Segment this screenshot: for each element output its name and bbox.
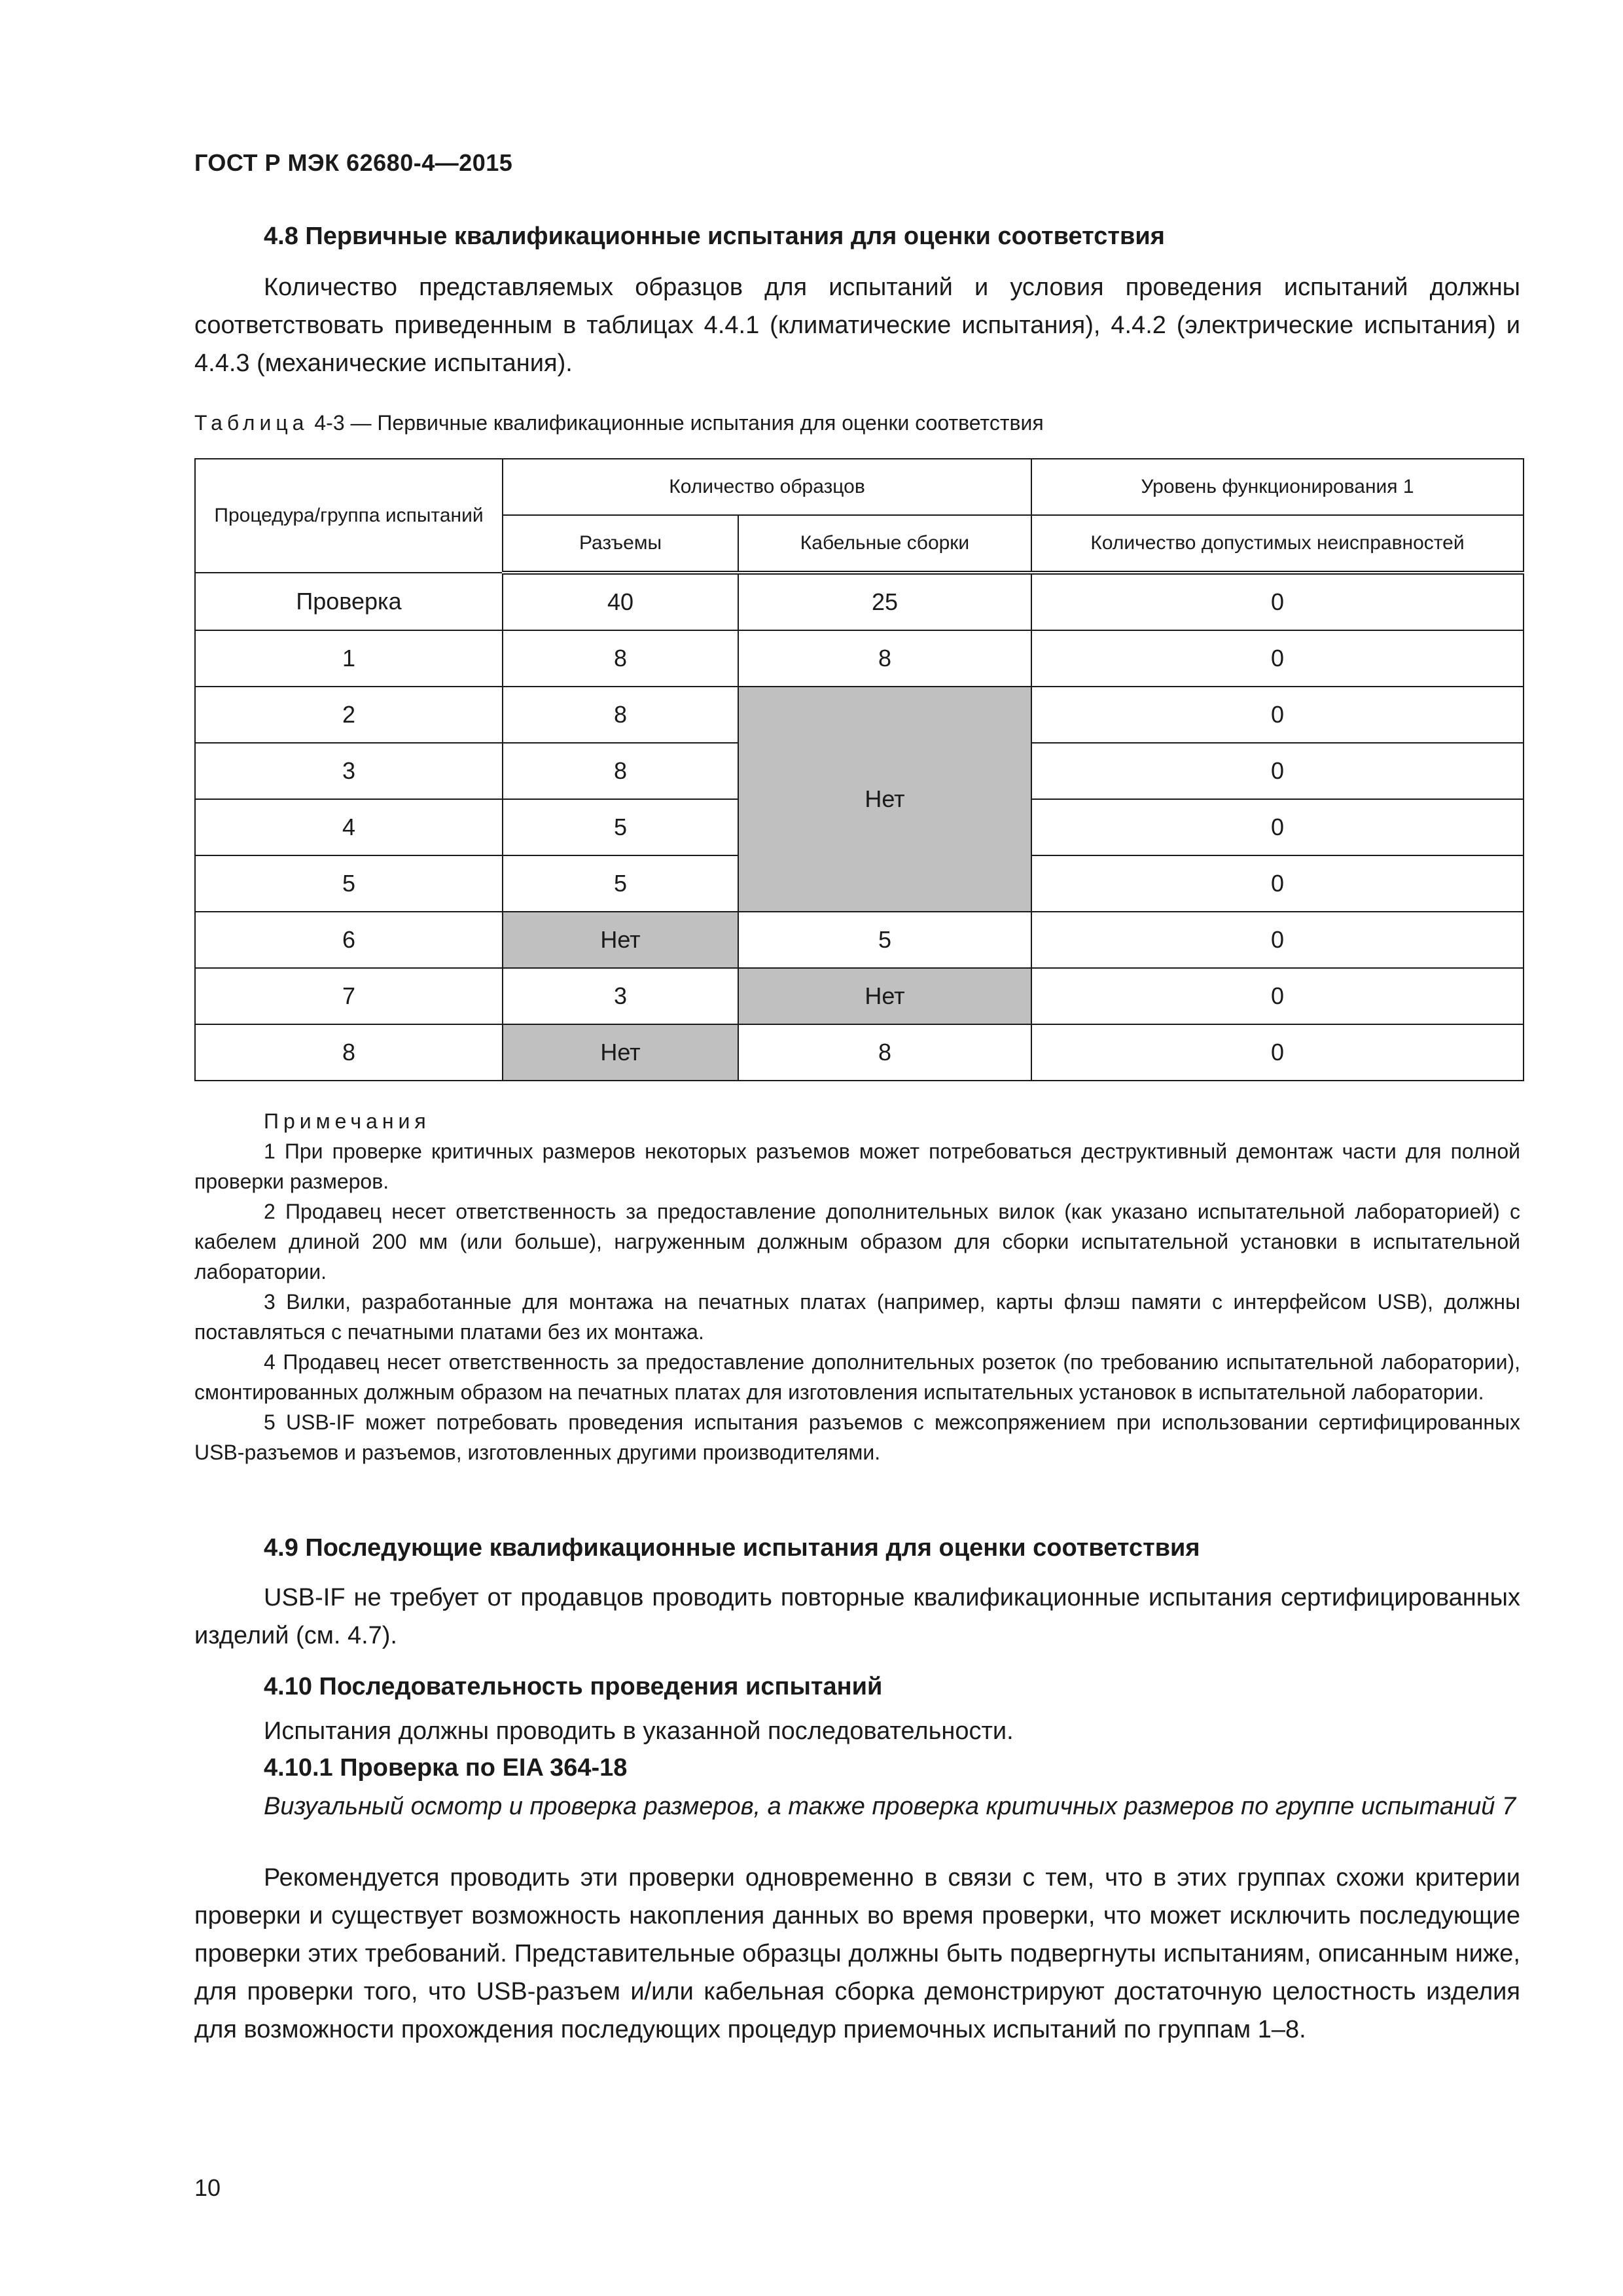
cell-faults: 0: [1031, 1024, 1524, 1081]
table-row: [195, 630, 1524, 687]
section-4-10-paragraph: Испытания должны проводить в указанной последовательности.: [264, 1717, 1014, 1745]
section-4-10-1-heading: 4.10.1 Проверка по EIA 364-18: [264, 1754, 628, 1782]
standard-header: ГОСТ Р МЭК 62680-4—2015: [194, 149, 513, 176]
cell-procedure: 8: [195, 1024, 503, 1081]
cell-connectors: 5: [503, 799, 738, 855]
header-cable-assemblies: Кабельные сборки: [738, 515, 1031, 573]
cell-procedure: 2: [195, 687, 503, 743]
table-row: [195, 912, 1524, 968]
section-4-8-heading: 4.8 Первичные квалификационные испытания для оценки соответствия: [264, 223, 1165, 250]
cell-connectors: 40: [503, 573, 738, 630]
header-allowed-faults: Количество допустимых неисправностей: [1031, 515, 1524, 573]
table-caption: [194, 411, 1044, 435]
cell-procedure: 3: [195, 743, 503, 799]
note-item: 5 USB-IF может потребовать проведения испытания разъемов с межсопряжением при использовании сертифицированных USB-разъемов и разъемов, изготовленных другими производителями.: [194, 1410, 1520, 1464]
table-row: [195, 968, 1524, 1024]
note-item: 1 При проверке критичных размеров некоторых разъемов может потребоваться деструктивный демонтаж части для полной проверки размеров.: [194, 1139, 1520, 1193]
table-row: [195, 573, 1524, 630]
header-functional-level: Уровень функционирования 1: [1031, 459, 1524, 515]
cell-connectors: 3: [503, 968, 738, 1024]
section-4-8-paragraph: Количество представляемых образцов для испытаний и условия проведения испытаний должны соответствовать приведенным в таблицах 4.4.1 (климатические испытания), 4.4.2 (электрические испытания) и 4.4.3 (механические испытания).: [194, 274, 1520, 377]
cell-faults: 0: [1031, 799, 1524, 855]
header-sample-count: Количество образцов: [503, 459, 1031, 515]
cell-faults: 0: [1031, 743, 1524, 799]
cell-procedure: 6: [195, 912, 503, 968]
cell-cables-none-merged: Нет: [738, 687, 1031, 912]
table-caption-text: 4-3 — Первичные квалификационные испытания для оценки соответствия: [314, 411, 1044, 435]
section-4-9-heading: 4.9 Последующие квалификационные испытания для оценки соответствия: [264, 1534, 1200, 1562]
cell-cables: 8: [738, 630, 1031, 687]
cell-connectors: 8: [503, 630, 738, 687]
notes-label: Примечания: [264, 1109, 431, 1133]
cell-faults: 0: [1031, 912, 1524, 968]
cell-connectors: 8: [503, 743, 738, 799]
section-4-10-1-italic: Визуальный осмотр и проверка размеров, а также проверка критичных размеров по группе испытаний 7: [264, 1793, 1516, 1820]
header-connectors: Разъемы: [503, 515, 738, 573]
cell-procedure: Проверка: [195, 573, 503, 630]
cell-cables: 25: [738, 573, 1031, 630]
cell-connectors: 8: [503, 687, 738, 743]
note-item: 2 Продавец несет ответственность за предоставление дополнительных вилок (как указано испытательной лабораторией) с кабелем длиной 200 мм (или больше), нагруженным должным образом для сборки испытательной установки в испытательной лаборатории.: [194, 1200, 1520, 1283]
cell-procedure: 7: [195, 968, 503, 1024]
section-4-9-paragraph: USB-IF не требует от продавцов проводить повторные квалификационные испытания сертифицированных изделий (см. 4.7).: [194, 1584, 1520, 1649]
header-procedure: Процедура/группа испытаний: [195, 459, 503, 573]
table-header-row: [195, 459, 1524, 515]
cell-cables: 5: [738, 912, 1031, 968]
cell-connectors-none: Нет: [503, 912, 738, 968]
qualification-table: [194, 458, 1524, 1081]
table-row: [195, 1024, 1524, 1081]
cell-faults: 0: [1031, 573, 1524, 630]
section-4-10-1-body: Рекомендуется проводить эти проверки одновременно в связи с тем, что в этих группах схожи критерии проверки и существует возможность накопления данных во время проверки, что может исключить последующие проверки этих требований. Представительные образцы должны быть подвергнуты испытаниям, описанным ниже, для проверки того, что USB-разъем и/или кабельная сборка демонстрируют достаточную целостность изделия для возможности прохождения последующих процедур приемочных испытаний по группам 1–8.: [194, 1864, 1520, 2043]
cell-connectors: 5: [503, 855, 738, 912]
cell-faults: 0: [1031, 687, 1524, 743]
table-caption-label: Таблица: [194, 411, 309, 435]
cell-procedure: 1: [195, 630, 503, 687]
cell-faults: 0: [1031, 630, 1524, 687]
cell-procedure: 5: [195, 855, 503, 912]
note-item: 4 Продавец несет ответственность за предоставление дополнительных розеток (по требованию испытательной лаборатории), смонтированных должным образом на печатных платах для изготовления испытательных установок в испытательной лаборатории.: [194, 1350, 1520, 1404]
note-item: 3 Вилки, разработанные для монтажа на печатных платах (например, карты флэш памяти с интерфейсом USB), должны поставляться с печатными платами без их монтажа.: [194, 1290, 1520, 1344]
notes-block: [194, 1106, 1520, 1467]
cell-cables: 8: [738, 1024, 1031, 1081]
cell-cables-none: Нет: [738, 968, 1031, 1024]
cell-connectors-none: Нет: [503, 1024, 738, 1081]
cell-faults: 0: [1031, 855, 1524, 912]
table-row: [195, 687, 1524, 743]
section-4-10-heading: 4.10 Последовательность проведения испытаний: [264, 1673, 883, 1700]
cell-faults: 0: [1031, 968, 1524, 1024]
page-number: 10: [194, 2174, 221, 2201]
cell-procedure: 4: [195, 799, 503, 855]
